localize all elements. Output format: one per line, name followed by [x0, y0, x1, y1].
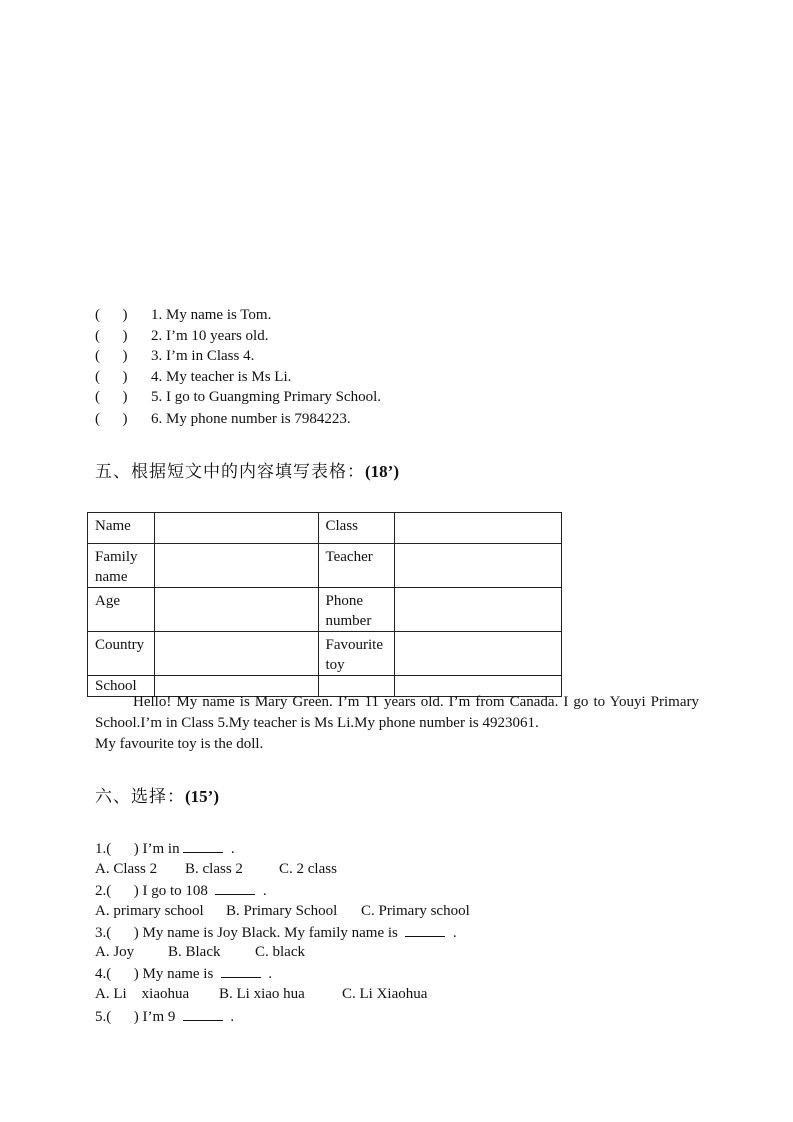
- label-name: Name: [88, 513, 155, 544]
- question-5: 5.( ) I’m 9 .: [95, 1006, 234, 1027]
- tf-item: ( ) 5. I go to Guangming Primary School.: [95, 389, 381, 405]
- question-3-options: [95, 942, 305, 962]
- input-favourite-toy[interactable]: [395, 632, 562, 676]
- info-table: [87, 512, 562, 697]
- question-2-options: [95, 901, 470, 921]
- answer-paren[interactable]: ( ): [95, 389, 128, 405]
- label-age: Age: [88, 588, 155, 632]
- answer-blank[interactable]: [183, 1006, 223, 1021]
- option-a[interactable]: A. Joy: [95, 944, 135, 960]
- answer-blank[interactable]: [183, 838, 223, 853]
- question-4-options: [95, 984, 427, 1004]
- label-teacher: Teacher: [318, 544, 395, 588]
- tf-item: ( ) 3. I’m in Class 4.: [95, 348, 255, 364]
- label-country: Country: [88, 632, 155, 676]
- label-favourite-toy: Favourite toy: [318, 632, 395, 676]
- tf-item: ( ) 6. My phone number is 7984223.: [95, 411, 351, 427]
- reading-passage: Hello! My name is Mary Green. I’m 11 years old. I’m from Canada. I go to Youyi Primary School.I’m in Class 5.My teacher is Ms Li.My phone number is 4923061. My favourite toy is the doll.: [95, 694, 699, 752]
- section-5-heading: 五、根据短文中的内容填写表格：(18’): [95, 462, 399, 482]
- option-b[interactable]: B. Black: [168, 944, 221, 960]
- answer-blank[interactable]: [221, 963, 261, 978]
- option-a[interactable]: A. Li xiaohua: [95, 986, 190, 1002]
- question-2: 2.( ) I go to 108 .: [95, 880, 267, 901]
- option-b[interactable]: B. Li xiao hua: [219, 986, 305, 1002]
- answer-paren[interactable]: ( ): [95, 307, 128, 323]
- question-1-options: [95, 859, 337, 879]
- option-c[interactable]: C. Primary school: [361, 903, 470, 919]
- input-name[interactable]: [154, 513, 318, 544]
- label-phone-number: Phone number: [318, 588, 395, 632]
- input-country[interactable]: [154, 632, 318, 676]
- answer-paren[interactable]: ( ): [95, 369, 128, 385]
- option-a[interactable]: A. Class 2: [95, 861, 158, 877]
- answer-paren[interactable]: ( ): [95, 348, 128, 364]
- question-4: 4.( ) My name is .: [95, 963, 272, 984]
- answer-paren[interactable]: ( ): [95, 411, 128, 427]
- question-3: 3.( ) My name is Joy Black. My family name is .: [95, 922, 457, 943]
- tf-item: ( ) 1. My name is Tom.: [95, 307, 272, 323]
- answer-blank[interactable]: [215, 880, 255, 895]
- question-1: 1.( ) I’m in .: [95, 838, 235, 859]
- option-b[interactable]: B. Primary School: [226, 903, 338, 919]
- section-6-heading: 六、选择：(15’): [95, 787, 219, 807]
- label-school: School: [88, 676, 155, 697]
- option-a[interactable]: A. primary school: [95, 903, 204, 919]
- input-phone-number[interactable]: [395, 588, 562, 632]
- option-b[interactable]: B. class 2: [185, 861, 243, 877]
- label-class: Class: [318, 513, 395, 544]
- tf-item: ( ) 4. My teacher is Ms Li.: [95, 369, 292, 385]
- tf-item: ( ) 2. I’m 10 years old.: [95, 328, 269, 344]
- answer-paren[interactable]: ( ): [95, 328, 128, 344]
- option-c[interactable]: C. 2 class: [279, 861, 337, 877]
- label-family-name: Family name: [88, 544, 155, 588]
- option-c[interactable]: C. Li Xiaohua: [342, 986, 428, 1002]
- input-family-name[interactable]: [154, 544, 318, 588]
- input-class[interactable]: [395, 513, 562, 544]
- input-teacher[interactable]: [395, 544, 562, 588]
- option-c[interactable]: C. black: [255, 944, 305, 960]
- input-age[interactable]: [154, 588, 318, 632]
- answer-blank[interactable]: [405, 922, 445, 937]
